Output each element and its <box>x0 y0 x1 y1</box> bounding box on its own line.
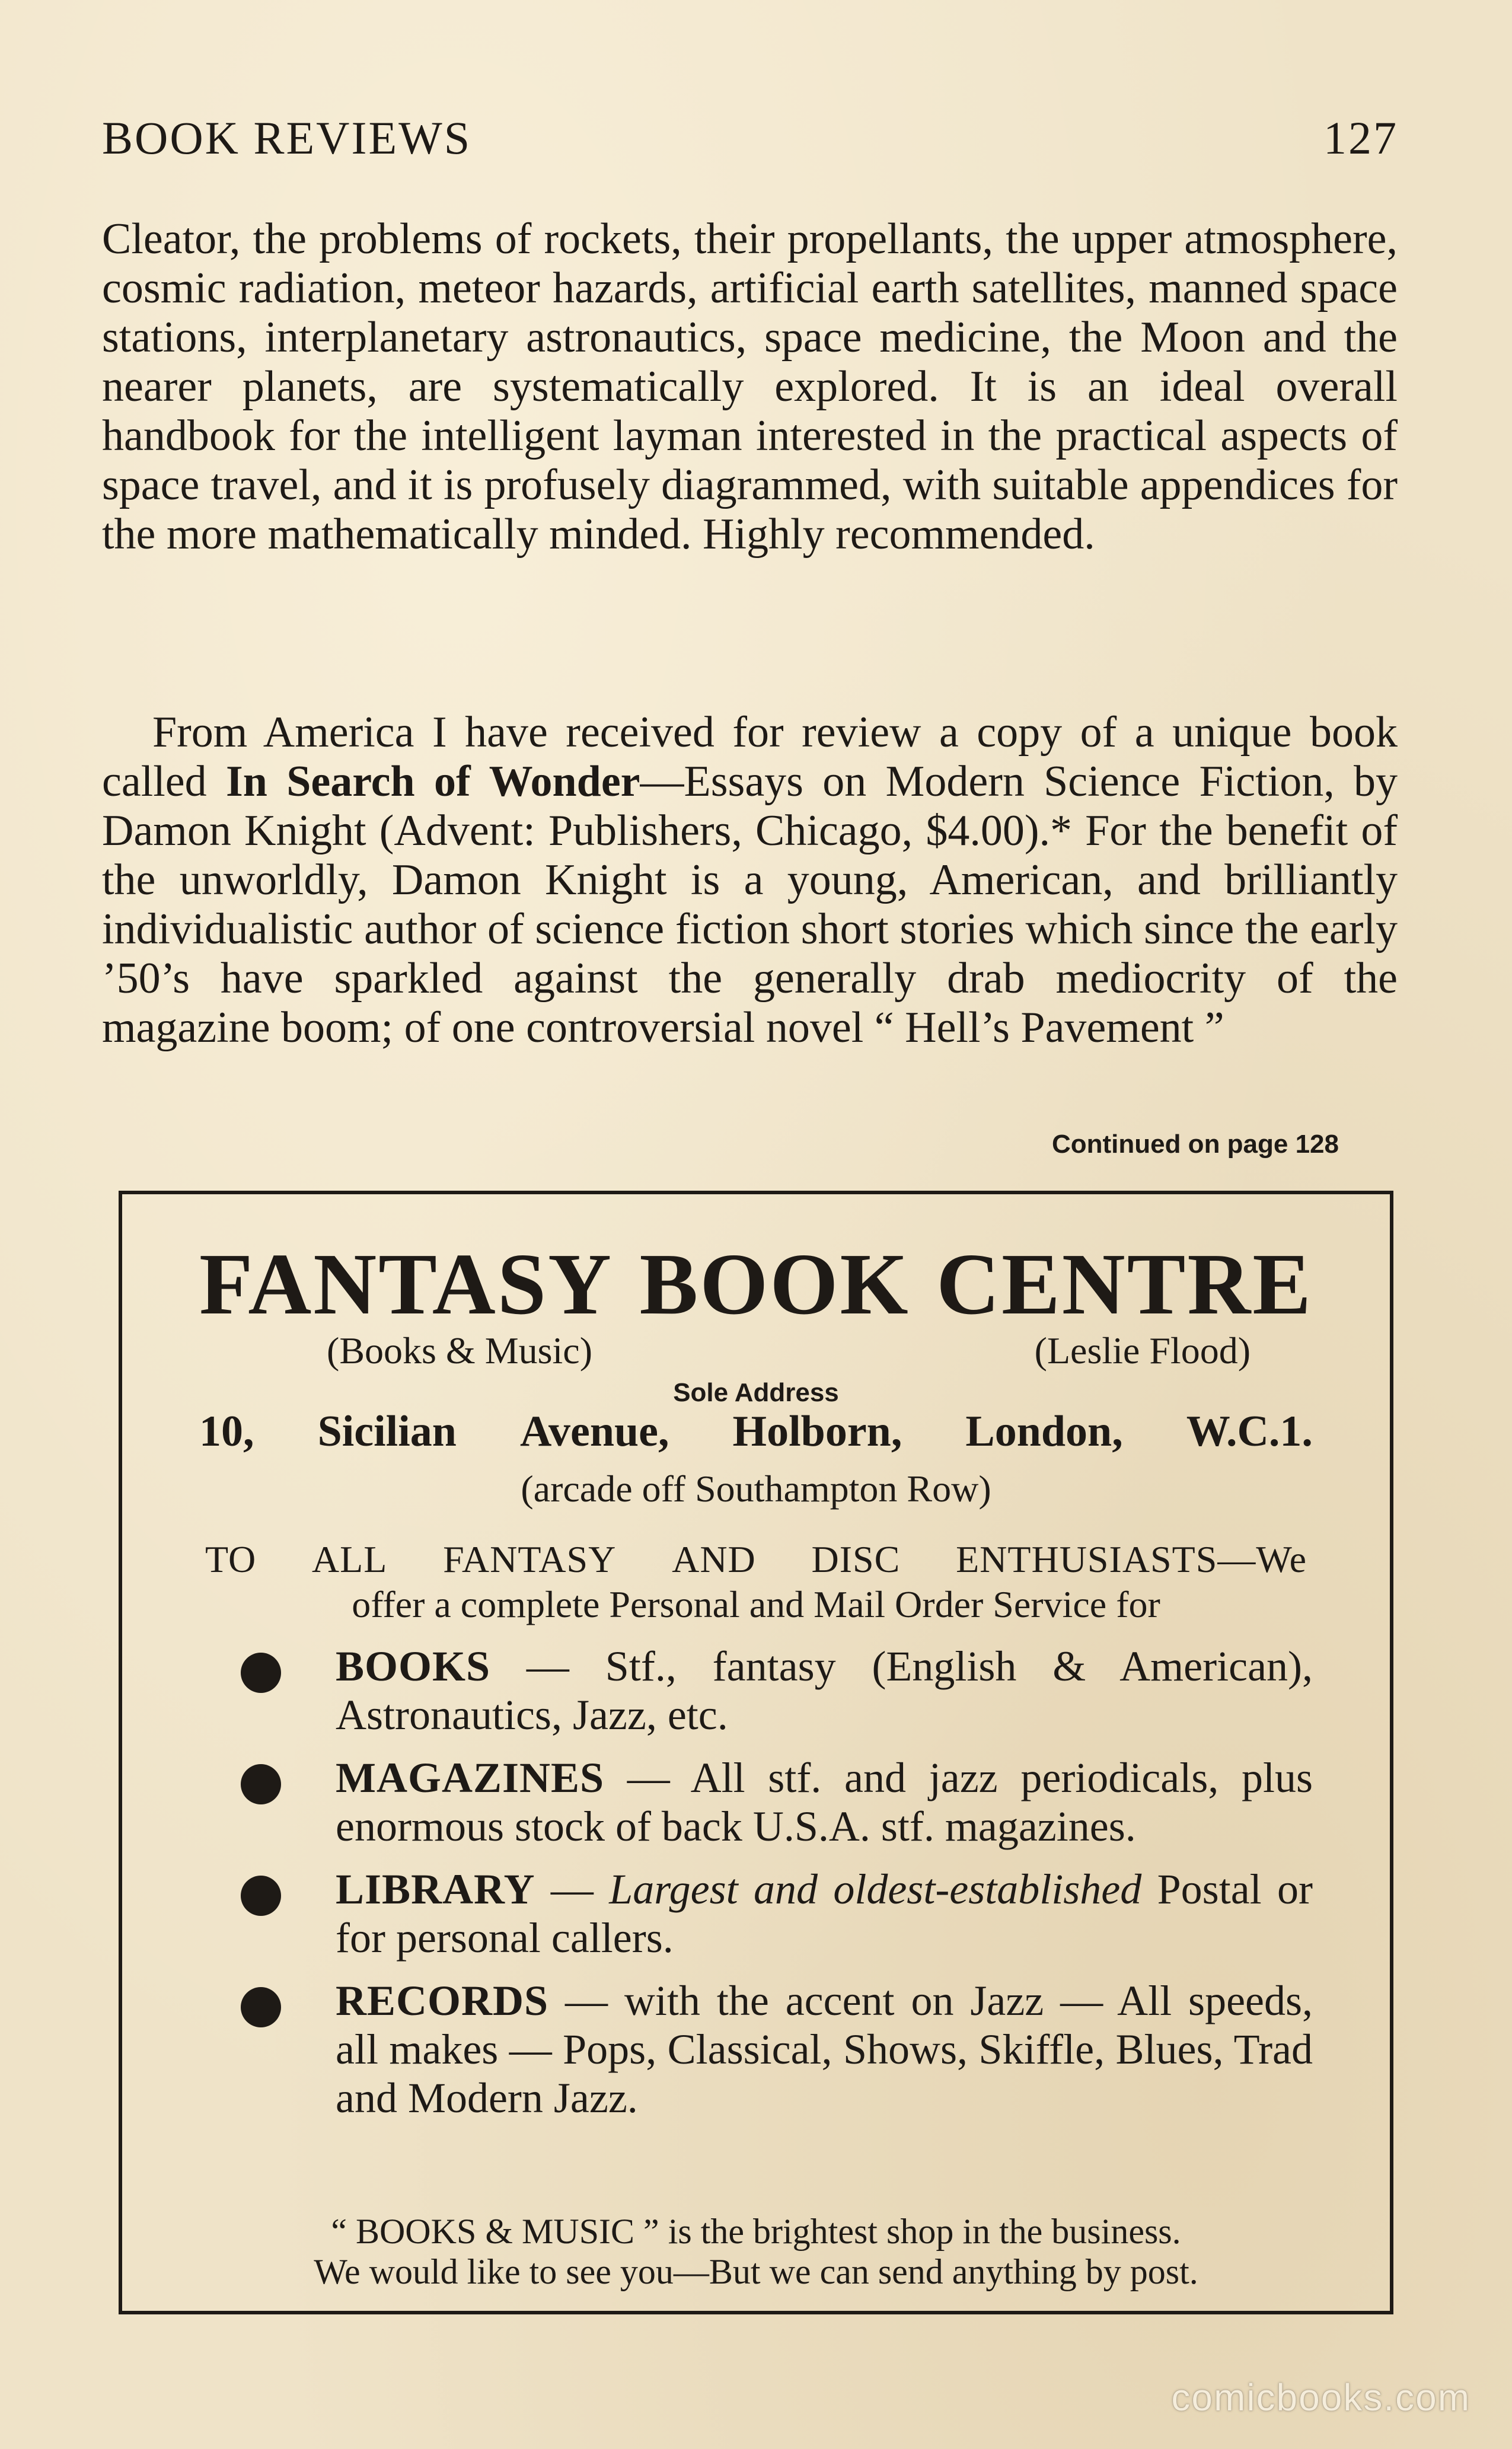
running-head <box>102 111 1398 177</box>
ad-sole-address-label: Sole Address <box>673 1378 839 1407</box>
text-run: From America I have received for review a copy of a unique book called <box>102 708 1398 806</box>
ad-service-item <box>241 1976 1313 2122</box>
service-name: BOOKS <box>336 1643 491 1690</box>
ad-subtitle-right: (Leslie Flood) <box>1034 1329 1251 1372</box>
continued-note: Continued on page 128 <box>1051 1130 1339 1159</box>
service-name: MAGAZINES <box>336 1754 605 1801</box>
book-title: In Search of Wonder <box>225 757 640 806</box>
address-word: Holborn, <box>732 1407 902 1456</box>
ad-footer <box>205 2211 1307 2292</box>
address-word: W.C.1. <box>1186 1407 1313 1456</box>
advertisement-box <box>119 1191 1393 2314</box>
service-name: LIBRARY <box>336 1866 535 1913</box>
intro-word: FANTASY <box>443 1538 617 1580</box>
ad-service-list <box>241 1642 1313 2137</box>
bullet-icon <box>241 1987 281 2027</box>
address-word: 10, <box>199 1407 254 1456</box>
ad-title-word: CENTRE <box>936 1236 1313 1333</box>
section-title: BOOK REVIEWS <box>102 112 472 164</box>
bullet-icon <box>241 1876 281 1916</box>
intro-word: AND <box>672 1538 756 1580</box>
service-description: Postal or for personal callers. <box>336 1866 1313 1962</box>
site-watermark: comicbooks.com <box>1171 2376 1470 2419</box>
ad-intro-line-1 <box>205 1537 1307 1582</box>
ad-title <box>199 1237 1313 1332</box>
ad-title-word: FANTASY <box>199 1236 613 1333</box>
paragraph-text: Cleator, the problems of rockets, their propellants, the upper atmosphere, cosmic radiation, meteor hazards, artificial earth satellites, manned space stations, interplanetary astronautics, space medicine, the Moon and the nearer planets, are systematically explored. It is an ideal overall handbook for the intelligent layman interested in the practical aspects of space travel, and it is profusely diagrammed, with suitable appendices for the more mathematically minded. Highly recommended. <box>102 215 1398 559</box>
address-word: Sicilian <box>317 1407 457 1456</box>
ad-service-item <box>241 1642 1313 1739</box>
ad-footer-line-1: “ BOOKS & MUSIC ” is the brightest shop in the business. <box>331 2212 1181 2251</box>
address-word: Avenue, <box>520 1407 669 1456</box>
ad-intro-line-2: offer a complete Personal and Mail Order Service for <box>352 1583 1160 1625</box>
intro-word: ENTHUSIASTS—We <box>956 1538 1307 1580</box>
intro-word: DISC <box>811 1538 901 1580</box>
service-dash: — <box>535 1866 610 1913</box>
service-description: — Stf., fantasy (English & American), Astronautics, Jazz, etc. <box>336 1643 1313 1739</box>
intro-word: TO <box>205 1538 257 1580</box>
ad-subtitle-left: (Books & Music) <box>327 1329 592 1372</box>
paragraph-text <box>102 708 1398 1053</box>
service-name: RECORDS <box>336 1977 549 2024</box>
ad-arcade-note: (arcade off Southampton Row) <box>521 1468 991 1510</box>
service-description: — All stf. and jazz periodicals, plus enormous stock of back U.S.A. stf. magazines. <box>336 1754 1313 1850</box>
page-number: 127 <box>1323 112 1398 164</box>
ad-address <box>199 1407 1313 1457</box>
ad-service-item <box>241 1753 1313 1851</box>
service-description: — with the accent on Jazz — All speeds, all makes — Pops, Classical, Shows, Skiffle, Blues, Trad and Modern Jazz. <box>336 1977 1313 2122</box>
address-word: London, <box>965 1407 1123 1456</box>
ad-intro <box>205 1537 1307 1627</box>
ad-footer-line-2: We would like to see you—But we can send anything by post. <box>314 2252 1198 2291</box>
ad-service-item <box>241 1865 1313 1962</box>
review-paragraph-2 <box>102 708 1398 1053</box>
review-paragraph-1 <box>102 215 1398 559</box>
service-tagline: Largest and oldest-established <box>609 1866 1142 1913</box>
bullet-icon <box>241 1764 281 1804</box>
bullet-icon <box>241 1653 281 1693</box>
text-run: —Essays on Modern Science Fiction, by Damon Knight (Advent: Publishers, Chicago, $4.00).* For the benefit of the unworldly, Damon Knight is a young, American, and brilliantly individualistic author of science fiction short stories which since the early ’50’s have sparkled against the generally drab mediocrity of the magazine boom; of one controversial novel “ Hell’s Pavement ” <box>102 757 1398 1052</box>
ad-title-word: BOOK <box>639 1236 910 1333</box>
intro-word: ALL <box>311 1538 388 1580</box>
